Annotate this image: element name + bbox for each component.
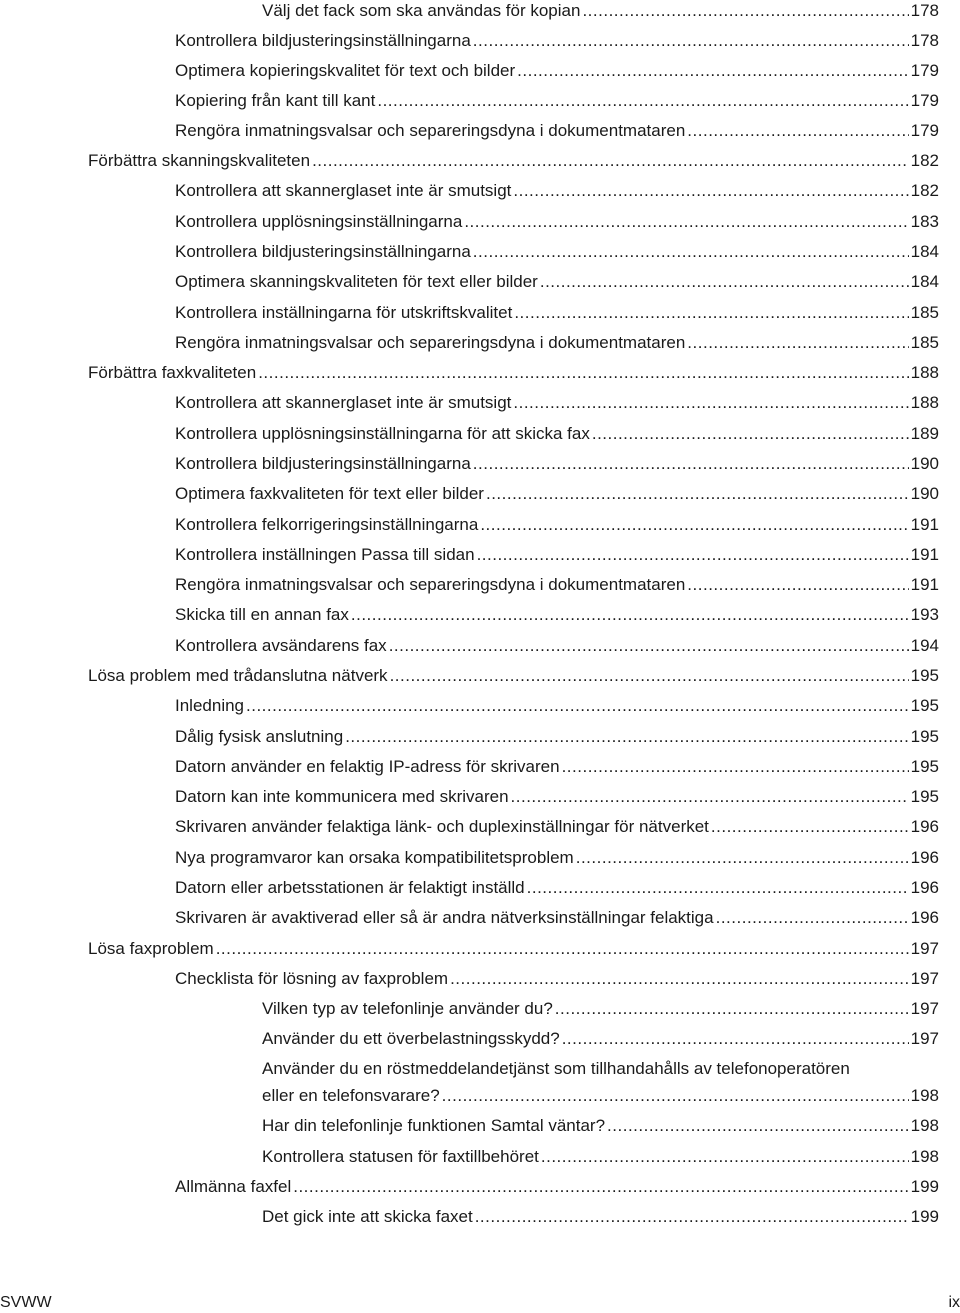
toc-entry-title: Skicka till en annan fax: [175, 605, 349, 624]
dot-leader: [216, 938, 909, 960]
toc-entry[interactable]: [175, 695, 939, 717]
dot-leader: [473, 30, 909, 52]
toc-entry-page: 196: [910, 817, 939, 836]
footer-page-number: ix: [948, 1294, 960, 1311]
toc-entry[interactable]: [262, 0, 939, 22]
toc-entry-page: 191: [910, 515, 939, 534]
dot-leader: [480, 514, 908, 536]
dot-leader: [258, 362, 908, 384]
toc-entry-title: Checklista för lösning av faxproblem: [175, 969, 449, 988]
toc-entry-page: 183: [910, 212, 939, 231]
toc-entry-title: Kontrollera bildjusteringsinställningarna: [175, 454, 471, 473]
toc-entry-title: Vilken typ av telefonlinje använder du?: [262, 999, 553, 1018]
toc-entry[interactable]: [175, 120, 939, 142]
toc-entry-page: 178: [910, 1, 939, 20]
toc-entry-page: 199: [910, 1207, 939, 1226]
dot-leader: [687, 574, 908, 596]
toc-entry[interactable]: [175, 604, 939, 626]
dot-leader: [540, 271, 909, 293]
dot-leader: [351, 604, 909, 626]
toc-entry[interactable]: [175, 60, 939, 82]
toc-entry-title: Skrivaren använder felaktiga länk- och duplexinställningar för nätverket: [175, 817, 709, 836]
toc-entry-page: 197: [910, 999, 939, 1018]
toc-entry[interactable]: [175, 332, 939, 354]
dot-leader: [293, 1176, 908, 1198]
toc-entry[interactable]: [175, 968, 939, 990]
toc-entry-second-line: [262, 1085, 939, 1107]
toc-entry-title: Datorn eller arbetsstationen är felaktigt inställd: [175, 878, 525, 897]
toc-entry-page: 197: [910, 1029, 939, 1048]
toc-entry-page: 193: [910, 605, 939, 624]
toc-entry-page: 190: [910, 484, 939, 503]
toc-entry-title: Använder du en röstmeddelandetjänst som tillhandahålls av telefonoperatören: [262, 1059, 850, 1078]
toc-entry-page: 182: [910, 151, 939, 170]
toc-entry[interactable]: [88, 150, 939, 172]
dot-leader: [442, 1085, 909, 1107]
toc-entry[interactable]: [88, 362, 939, 384]
toc-entry[interactable]: [175, 756, 939, 778]
toc-entry[interactable]: [262, 1146, 939, 1168]
toc-entry-title: Allmänna faxfel: [175, 1177, 292, 1196]
toc-entry[interactable]: [175, 907, 939, 929]
toc-entry-page: 194: [910, 636, 939, 655]
dot-leader: [513, 180, 908, 202]
dot-leader: [389, 635, 909, 657]
toc-entry-title: Optimera skanningskvaliteten för text eller bilder: [175, 272, 538, 291]
toc-entry-page: 195: [910, 696, 939, 715]
toc-entry-title: Rengöra inmatningsvalsar och separeringsdyna i dokumentmataren: [175, 575, 686, 594]
toc-entry[interactable]: [175, 1176, 939, 1198]
toc-entry-title: Kontrollera upplösningsinställningarna: [175, 212, 463, 231]
toc-entry-title: Datorn använder en felaktig IP-adress för skrivaren: [175, 757, 560, 776]
toc-entry-title: Kontrollera inställningarna för utskriftskvalitet: [175, 303, 513, 322]
toc-entry[interactable]: [175, 514, 939, 536]
dot-leader: [473, 453, 909, 475]
toc-entry-page: 197: [910, 939, 939, 958]
toc-entry[interactable]: [175, 211, 939, 233]
toc-entry[interactable]: [175, 726, 939, 748]
toc-entry-page: 198: [910, 1086, 939, 1105]
dot-leader: [582, 0, 908, 22]
toc-entry-page: 198: [910, 1116, 939, 1135]
dot-leader: [345, 726, 908, 748]
dot-leader: [607, 1115, 909, 1137]
toc-entry-page: 195: [910, 666, 939, 685]
toc-entry-title-continued: eller en telefonsvarare?: [262, 1086, 440, 1105]
toc-entry[interactable]: [175, 271, 939, 293]
toc-entry[interactable]: [175, 574, 939, 596]
toc-entry[interactable]: [175, 180, 939, 202]
dot-leader: [576, 847, 909, 869]
toc-entry-page: 188: [910, 363, 939, 382]
toc-entry-title: Nya programvaror kan orsaka kompatibilitetsproblem: [175, 848, 574, 867]
toc-entry[interactable]: [175, 453, 939, 475]
toc-entry-title: Kontrollera bildjusteringsinställningarna: [175, 242, 471, 261]
dot-leader: [711, 816, 909, 838]
toc-entry-page: 185: [910, 333, 939, 352]
toc-entry-page: 199: [910, 1177, 939, 1196]
dot-leader: [473, 241, 909, 263]
toc-entry-page: 178: [910, 31, 939, 50]
toc-entry-title: Kopiering från kant till kant: [175, 91, 376, 110]
toc-entry-page: 196: [910, 908, 939, 927]
toc-entry-title: Rengöra inmatningsvalsar och separeringsdyna i dokumentmataren: [175, 333, 686, 352]
toc-entry[interactable]: [175, 90, 939, 112]
toc-entry[interactable]: [175, 30, 939, 52]
dot-leader: [514, 302, 908, 324]
toc-entry-title: Lösa faxproblem: [88, 939, 214, 958]
toc-entry[interactable]: [262, 1115, 939, 1137]
toc-entry[interactable]: [262, 1028, 939, 1050]
dot-leader: [464, 211, 908, 233]
toc-entry-title: Förbättra skanningskvaliteten: [88, 151, 311, 170]
toc-entry-title: Optimera kopieringskvalitet för text och bilder: [175, 61, 516, 80]
toc-entry[interactable]: [175, 847, 939, 869]
dot-leader: [527, 877, 909, 899]
toc-entry[interactable]: [175, 483, 939, 505]
footer-document-code: SVWW: [0, 1294, 52, 1311]
toc-entry-title: Optimera faxkvaliteten för text eller bilder: [175, 484, 484, 503]
dot-leader: [477, 544, 909, 566]
toc-entry-title: Dålig fysisk anslutning: [175, 727, 344, 746]
toc-entry[interactable]: [175, 635, 939, 657]
toc-entry[interactable]: [175, 544, 939, 566]
toc-entry-title: Det gick inte att skicka faxet: [262, 1207, 473, 1226]
toc-entry[interactable]: [175, 423, 939, 445]
toc-entry-page: 179: [910, 61, 939, 80]
toc-entry-page: 185: [910, 303, 939, 322]
dot-leader: [555, 998, 909, 1020]
toc-entry-title: Inledning: [175, 696, 245, 715]
dot-leader: [246, 695, 909, 717]
toc-entry-title: Har din telefonlinje funktionen Samtal väntar?: [262, 1116, 606, 1135]
dot-leader: [390, 665, 909, 687]
dot-leader: [517, 60, 908, 82]
toc-entry[interactable]: [262, 1058, 939, 1108]
toc-entry-title: Kontrollera bildjusteringsinställningarna: [175, 31, 471, 50]
toc-entry-page: 195: [910, 757, 939, 776]
toc-entry-page: 188: [910, 393, 939, 412]
dot-leader: [450, 968, 909, 990]
toc-entry[interactable]: [175, 241, 939, 263]
toc-entry-page: 195: [910, 787, 939, 806]
dot-leader: [687, 332, 908, 354]
toc-entry[interactable]: [175, 302, 939, 324]
toc-entry-page: 179: [910, 91, 939, 110]
toc-entry[interactable]: [262, 1206, 939, 1228]
dot-leader: [511, 786, 909, 808]
toc-entry-page: 191: [910, 575, 939, 594]
dot-leader: [312, 150, 909, 172]
toc-entry-page: 196: [910, 848, 939, 867]
toc-entry-page: 189: [910, 424, 939, 443]
toc-entry-page: 198: [910, 1147, 939, 1166]
toc-entry[interactable]: [175, 877, 939, 899]
toc-entry-page: 191: [910, 545, 939, 564]
toc-entry-title: Skrivaren är avaktiverad eller så är andra nätverksinställningar felaktiga: [175, 908, 714, 927]
dot-leader: [592, 423, 909, 445]
toc-entry-title: Kontrollera statusen för faxtillbehöret: [262, 1147, 539, 1166]
toc-entry[interactable]: [175, 392, 939, 414]
dot-leader: [475, 1206, 909, 1228]
toc-entry-title: Välj det fack som ska användas för kopian: [262, 1, 581, 20]
toc-entry-page: 190: [910, 454, 939, 473]
toc-entry[interactable]: [88, 665, 939, 687]
dot-leader: [562, 1028, 909, 1050]
toc-entry-title: Kontrollera felkorrigeringsinställningarna: [175, 515, 479, 534]
toc-entry-page: 195: [910, 727, 939, 746]
toc-entry-page: 197: [910, 969, 939, 988]
toc-entry-title: Använder du ett överbelastningsskydd?: [262, 1029, 560, 1048]
toc-entry-title: Lösa problem med trådanslutna nätverk: [88, 666, 388, 685]
toc-entry-page: 184: [910, 242, 939, 261]
toc-entry[interactable]: [175, 786, 939, 808]
toc-entry-page: 184: [910, 272, 939, 291]
toc-entry-page: 182: [910, 181, 939, 200]
dot-leader: [513, 392, 908, 414]
toc-entry-title: Datorn kan inte kommunicera med skrivaren: [175, 787, 509, 806]
toc-entry-title: Rengöra inmatningsvalsar och separeringsdyna i dokumentmataren: [175, 121, 686, 140]
dot-leader: [377, 90, 908, 112]
toc-entry-title: Förbättra faxkvaliteten: [88, 363, 257, 382]
toc-entry-title: Kontrollera att skannerglaset inte är smutsigt: [175, 181, 512, 200]
dot-leader: [541, 1146, 909, 1168]
toc-entry[interactable]: [175, 816, 939, 838]
dot-leader: [486, 483, 909, 505]
toc-entry-title: Kontrollera upplösningsinställningarna för att skicka fax: [175, 424, 590, 443]
toc-entry-title: Kontrollera avsändarens fax: [175, 636, 387, 655]
toc-entry[interactable]: [88, 938, 939, 960]
toc-entry-title: Kontrollera att skannerglaset inte är smutsigt: [175, 393, 512, 412]
toc-entry-page: 179: [910, 121, 939, 140]
toc-entry-title: Kontrollera inställningen Passa till sidan: [175, 545, 475, 564]
dot-leader: [687, 120, 908, 142]
toc-entry[interactable]: [262, 998, 939, 1020]
dot-leader: [562, 756, 909, 778]
dot-leader: [716, 907, 909, 929]
toc-entry-page: 196: [910, 878, 939, 897]
